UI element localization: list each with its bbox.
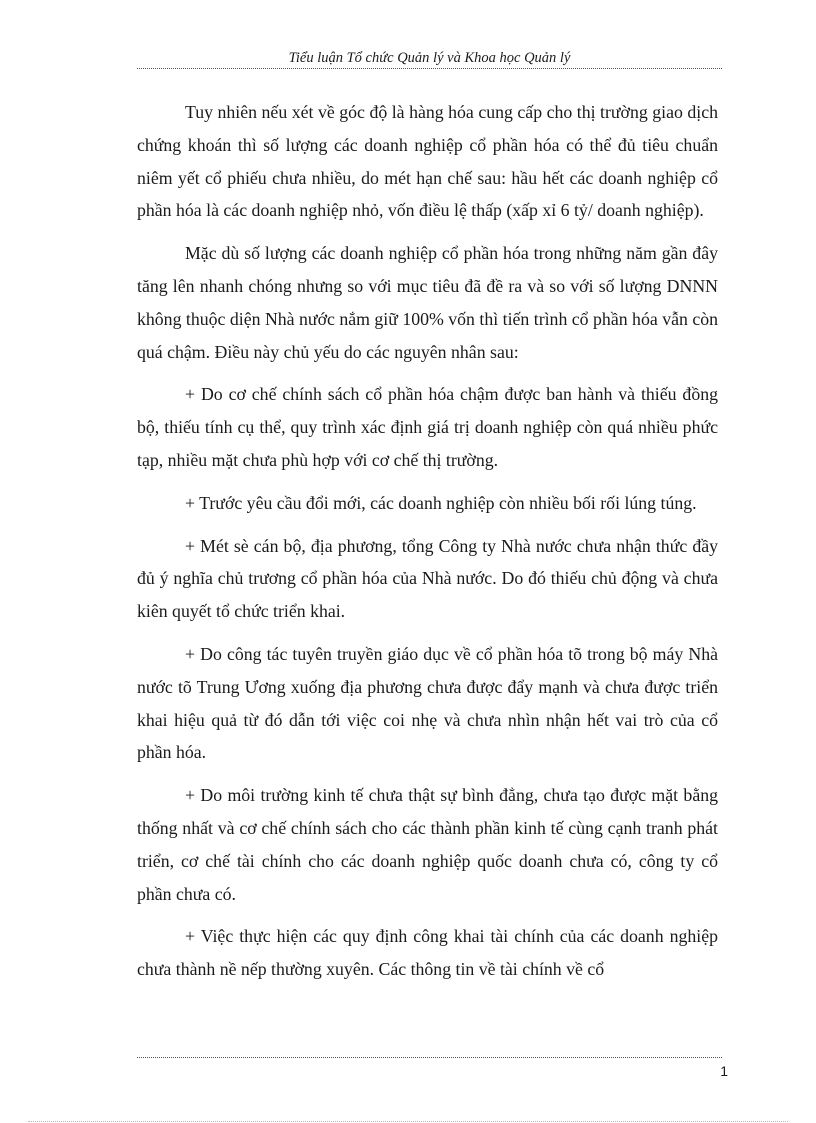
- paragraph-5: + Mét sè cán bộ, địa phương, tổng Công ty Nhà nước chưa nhận thức đầy đủ ý nghĩa chủ trương cổ phần hóa của Nhà nước. Do đó thiếu chủ động và chưa kiên quyết tổ chức triển khai.: [137, 535, 718, 622]
- footer-divider: [137, 1057, 722, 1058]
- header-divider: [137, 68, 722, 69]
- page-number: 1: [720, 1063, 728, 1079]
- document-body: [137, 96, 718, 996]
- paragraph-7: + Do môi trường kinh tế chưa thật sự bình đẳng, chưa tạo được mặt bằng thống nhất và cơ chế chính sách cho các thành phần kinh tế cùng cạnh tranh phát triển, cơ chế tài chính cho các doanh nghiệp quốc doanh chưa có, công ty cổ phần chưa có.: [137, 785, 718, 904]
- running-header: Tiểu luận Tổ chức Quản lý và Khoa học Quản lý: [288, 50, 571, 66]
- paragraph-8: + Việc thực hiện các quy định công khai tài chính của các doanh nghiệp chưa thành nề nếp thường xuyên. Các thông tin về tài chính về cổ: [137, 926, 718, 980]
- page-bottom-divider: [28, 1121, 788, 1122]
- paragraph-3: + Do cơ chế chính sách cổ phần hóa chậm được ban hành và thiếu đồng bộ, thiếu tính cụ thể, quy trình xác định giá trị doanh nghiệp còn quá nhiều phức tạp, nhiều mặt chưa phù hợp với cơ chế thị trường.: [137, 384, 718, 470]
- paragraph-2: Mặc dù số lượng các doanh nghiệp cổ phần hóa trong những năm gần đây tăng lên nhanh chóng nhưng so với mục tiêu đã đề ra và so với số lượng DNNN không thuộc diện Nhà nước nắm giữ 100% vốn thì tiến trình cổ phần hóa vẫn còn quá chậm. Điều này chủ yếu do các nguyên nhân sau:: [137, 243, 718, 362]
- paragraph-4: + Trước yêu cầu đổi mới, các doanh nghiệp còn nhiều bối rối lúng túng.: [185, 492, 697, 513]
- paragraph-6: + Do công tác tuyên truyền giáo dục về cổ phần hóa tõ trong bộ máy Nhà nước tõ Trung Ương xuống địa phương chưa được đẩy mạnh và chưa được triển khai hiệu quả từ đó dẫn tới việc coi nhẹ và chưa nhìn nhận hết vai trò của cổ phần hóa.: [137, 643, 718, 763]
- paragraph-1: Tuy nhiên nếu xét về góc độ là hàng hóa cung cấp cho thị trường giao dịch chứng khoán thì số lượng các doanh nghiệp cổ phần hóa có thể đủ tiêu chuẩn niêm yết cổ phiếu chưa nhiều, do mét hạn chế sau: hầu hết các doanh nghiệp cổ phần hóa là các doanh nghiệp nhỏ, vốn điều lệ thấp (xấp xỉ 6 tỷ/ doanh nghiệp).: [137, 102, 718, 221]
